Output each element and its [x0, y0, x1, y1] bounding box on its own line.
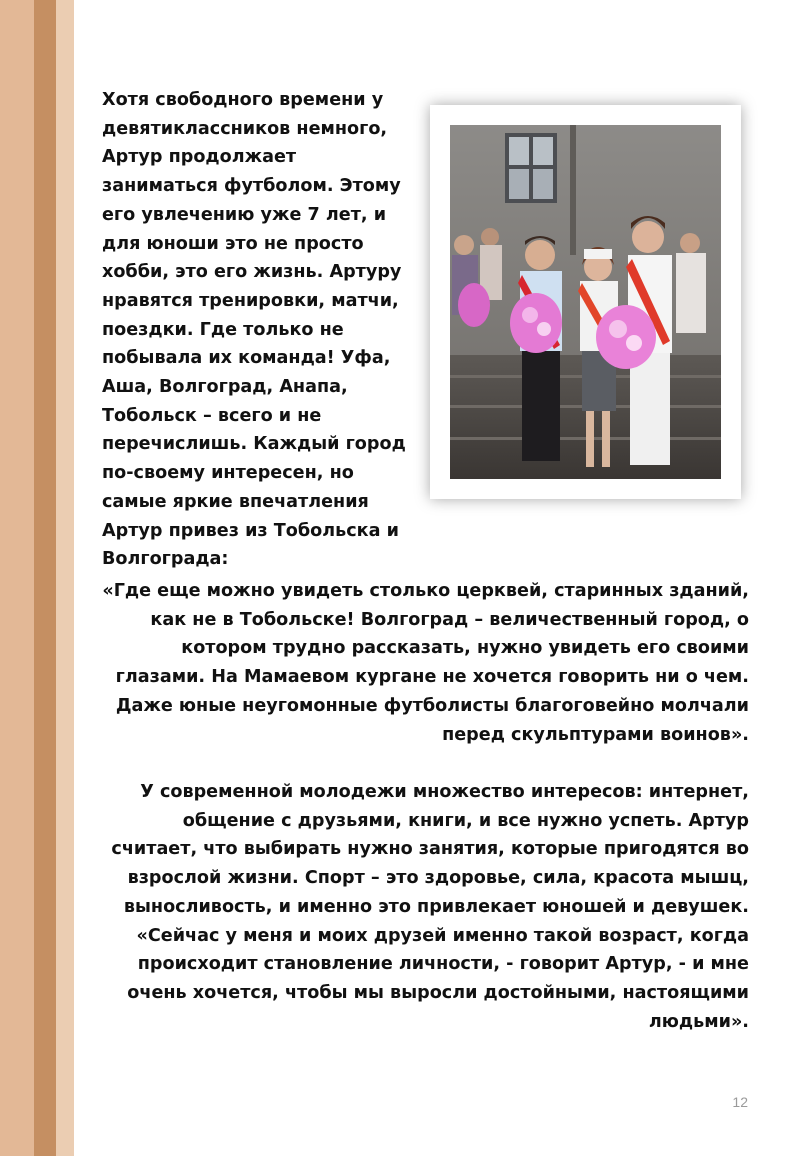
article-paragraph-closing: У современной молодежи множество интересов: интернет, общение с друзьями, книги, и все нужно успеть. Артур считает, что выбирать нужно занятия, которые пригодятся во взрослой жизни. Спорт – это здоровье, сила, красота мышц, выносливость, и именно это привлекает юношей и девушек. «Сейчас у меня и моих друзей именно такой возраст, когда происходит становление личности, - говорит Артур, - и мне очень хочется, чтобы мы выросли достойными, настоящими людьми». [111, 782, 749, 1032]
article-paragraph-quote: «Где еще можно увидеть столько церквей, старинных зданий, как не в Тобольске! Волгоград – величественный город, о котором трудно рассказать, нужно увидеть его своими глазами. На Мамаевом кургане не хочется говорить ни о чем. Даже юные неугомонные футболисты благоговейно молчали перед скульптурами воинов». [102, 581, 749, 745]
photo-frame [430, 105, 741, 499]
article-paragraph-intro: Хотя свободного времени у девятиклассников немного, Артур продолжает заниматься футболом. Этому его увлечению уже 7 лет, и для юноши это не просто хобби, это его жизнь. Артуру нравятся тренировки, матчи, поездки. Где только не побывала их команда! Уфа, Аша, Волгоград, Анапа, Тобольск – всего и не перечислишь. Каждый город по-своему интересен, но самые яркие впечатления Артур привез из Тобольска и Волгограда: [102, 90, 406, 570]
decorative-stripe-outer [0, 0, 34, 1156]
decorative-stripe-inner [56, 0, 74, 1156]
page-number: 12 [732, 1094, 748, 1110]
graduation-photo [450, 125, 721, 479]
decorative-stripe-middle [34, 0, 56, 1156]
